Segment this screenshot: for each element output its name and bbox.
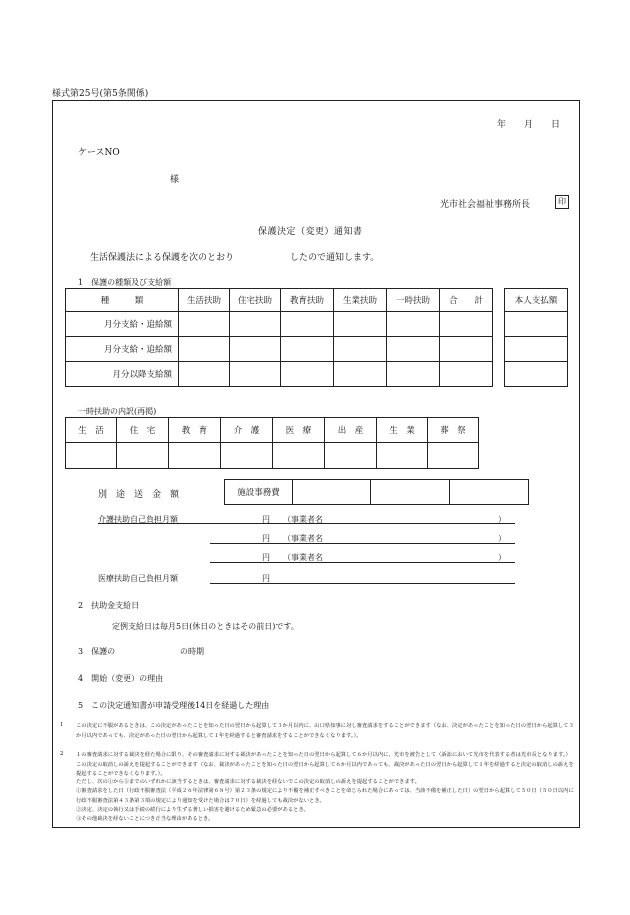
table-header-row [66,289,493,312]
row-label: 月分支給・追給額 [66,312,179,337]
note-number-1: 1 [60,722,64,728]
temp-col-care: 介 護 [221,418,273,443]
temp-col-education: 教 育 [169,418,221,443]
temp-col-living: 生 活 [66,418,117,443]
care-close-2: ） [498,534,506,543]
care-yen-1: 円 [262,515,270,524]
case-no-label: ケースNO [78,148,120,158]
header-occupation: 生業扶助 [334,289,387,312]
table-row [66,443,479,469]
medical-yen: 円 [262,574,270,583]
note-2: １の審査請求に対する裁決を経た場合に限り、その審査請求に対する裁決があったことを知った日の翌日から起算して６か月以内に、光市を被告として（訴訟において光市を代表する者は光市長となります。）この決定の取消しの訴えを提起することができます（なお、裁決があったことを知った日の翌日から起算して６か月以内であっても、裁決があった日の翌日から起算して１年を経過すると決定の取消しの訴えを提起することができなくなります。）。 [76,752,574,778]
care-yen-3: 円 [262,553,270,562]
form-number: 様式第25号(第5条関係) [52,89,149,99]
facility-fee-label: 施設事務費 [225,480,293,505]
note-1: この決定に不服があるときは、この決定があったことを知った日の翌日から起算して３か月以内に、山口県知事に対し審査請求をすることができます（なお、決定があったことを知った日の翌日から起算して３か月以内であっても、決定があった日の翌日から起算して１年を経過すると審査請求をすることができなくなります。）。 [76,723,574,739]
section5-heading: 5 この決定通知書が申請受理後14日を経過した理由 [78,701,270,710]
care-provider-1: （事業者名 [283,515,323,524]
header-living: 生活扶助 [179,289,230,312]
temp-aid-heading: 一時扶助の内訳(再掲) [78,407,157,416]
note-2-item-2: ②決定、決定の執行又は手続の続行により生ずる著しい損害を避けるため緊急の必要があるとき。 [76,807,309,813]
temp-col-funeral: 葬 祭 [428,418,479,443]
care-line-1 [210,523,515,524]
care-yen-2: 円 [262,534,270,543]
table-row [66,362,493,387]
aid-amount-table [65,288,493,387]
table-row [66,337,493,362]
care-burden-label: 介護扶助自己負担月額 [98,515,178,524]
table-row [66,312,493,337]
self-pay-table [504,288,568,387]
care-line-3 [210,562,515,563]
section3-right: の時期 [180,647,204,656]
temp-aid-table [65,417,479,469]
medical-burden-label: 医療扶助自己負担月額 [98,574,178,583]
separate-payment-label: 別 途 送 金 額 [98,490,180,500]
temp-col-housing: 住 宅 [117,418,169,443]
note-2-item-1: ①審査請求をした日（行政不服審査法（平成２６年法律第６８号）第２３条の規定により不備を補正すべきことを命じられた場合にあっては、当該不備を補正した日）の翌日から起算して５０日（５０日以内に行政不服審査法第４３条第３項の規定により通知を受けた場合は７０日）を経過しても裁決がないとき。 [76,788,574,804]
temp-col-occupation: 生 業 [377,418,428,443]
temp-col-childbirth: 出 産 [325,418,377,443]
medical-line [210,583,515,584]
header-self-pay: 本人支払額 [505,289,568,312]
intro-left: 生活保護法による保護を次のとおり [90,253,235,263]
note-2-proviso: ただし、次の①から③までのいずれかに該当するときは、審査請求に対する裁決を経ないでこの決定の取消しの訴えを提起することができます。 [76,779,420,785]
care-close-3: ） [498,553,506,562]
section2-heading: 2 扶助金支給日 [78,601,140,610]
date-line: 年 月 日 [497,120,561,130]
document-title: 保護決定（変更）通知書 [258,227,363,237]
header-education: 教育扶助 [281,289,334,312]
header-total: 合 計 [440,289,493,312]
row-label: 月分支給・追給額 [66,337,179,362]
addressee-suffix: 様 [170,175,180,185]
note-2-item-3: ③その他裁決を経ないことにつき正当な理由があるとき。 [76,816,214,822]
header-housing: 住宅扶助 [230,289,281,312]
section1-heading: 1 保護の種類及び支給額 [78,278,172,287]
care-provider-2: （事業者名 [283,534,323,543]
underline [98,523,210,524]
table-header-row [66,418,479,443]
section2-body: 定例支給日は毎月5日(休日のときはその前日)です。 [112,622,299,631]
separate-payment-table [224,479,529,505]
header-category: 種 類 [66,289,179,312]
section4-heading: 4 開始（変更）の理由 [78,674,164,683]
section3-left: 3 保護の [78,647,116,656]
care-line-2 [210,543,515,544]
temp-col-medical: 医 療 [273,418,325,443]
care-close-1: ） [498,515,506,524]
issuer: 光市社会福祉事務所長 [440,200,531,210]
header-temporary: 一時扶助 [387,289,440,312]
intro-right: したので通知します。 [290,253,380,263]
row-label: 月分以降支給額 [66,362,179,387]
care-provider-3: （事業者名 [283,553,323,562]
note-number-2: 2 [60,751,64,757]
seal-mark: 印 [555,195,569,209]
